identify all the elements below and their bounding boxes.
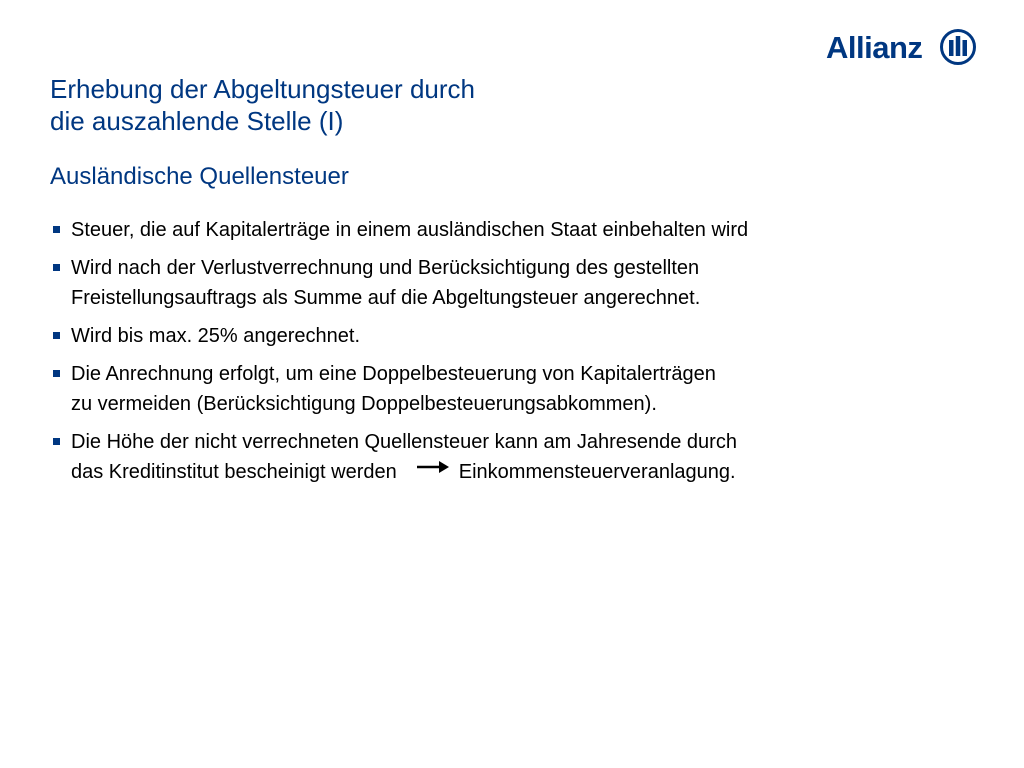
allianz-eagle-icon	[939, 28, 977, 66]
bullet-text: Einkommensteuerveranlagung.	[458, 461, 736, 483]
right-arrow-icon	[417, 460, 449, 474]
bullet-text: das Kreditinstitut bescheinigt werden	[71, 461, 397, 483]
square-bullet-icon	[53, 332, 60, 339]
slide-subtitle: Ausländische Quellensteuer	[50, 163, 349, 190]
bullet-text: Wird bis max. 25% angerechnet.	[71, 325, 361, 347]
square-bullet-icon	[53, 226, 60, 233]
slide-title-line: Erhebung der Abgeltungsteuer durch	[50, 74, 475, 104]
bullet-text: Freistellungsauftrags als Summe auf die Abgeltungsteuer angerechnet.	[71, 287, 701, 309]
bullet-item	[50, 321, 970, 351]
bullet-item	[50, 253, 970, 313]
slide-title	[50, 73, 750, 137]
bullet-text-with-arrow	[71, 457, 970, 487]
bullet-text: zu vermeiden (Berücksichtigung Doppelbesteuerungsabkommen).	[71, 393, 657, 415]
square-bullet-icon	[53, 370, 60, 377]
square-bullet-icon	[53, 438, 60, 445]
bullet-item	[50, 359, 970, 419]
allianz-logo	[826, 27, 976, 71]
bullet-text: Die Höhe der nicht verrechneten Quellensteuer kann am Jahresende durch	[71, 431, 737, 453]
bullet-item	[50, 427, 970, 487]
bullet-text: Steuer, die auf Kapitalerträge in einem ausländischen Staat einbehalten wird	[71, 219, 749, 241]
bullet-text: Wird nach der Verlustverrechnung und Berücksichtigung des gestellten	[71, 257, 700, 279]
bullet-list	[50, 215, 970, 495]
bullet-item	[50, 215, 970, 245]
bullet-text: Die Anrechnung erfolgt, um eine Doppelbesteuerung von Kapitalerträgen	[71, 363, 716, 385]
slide-title-line: die auszahlende Stelle (I)	[50, 106, 344, 136]
allianz-wordmark: Allianz	[826, 30, 923, 65]
square-bullet-icon	[53, 264, 60, 271]
